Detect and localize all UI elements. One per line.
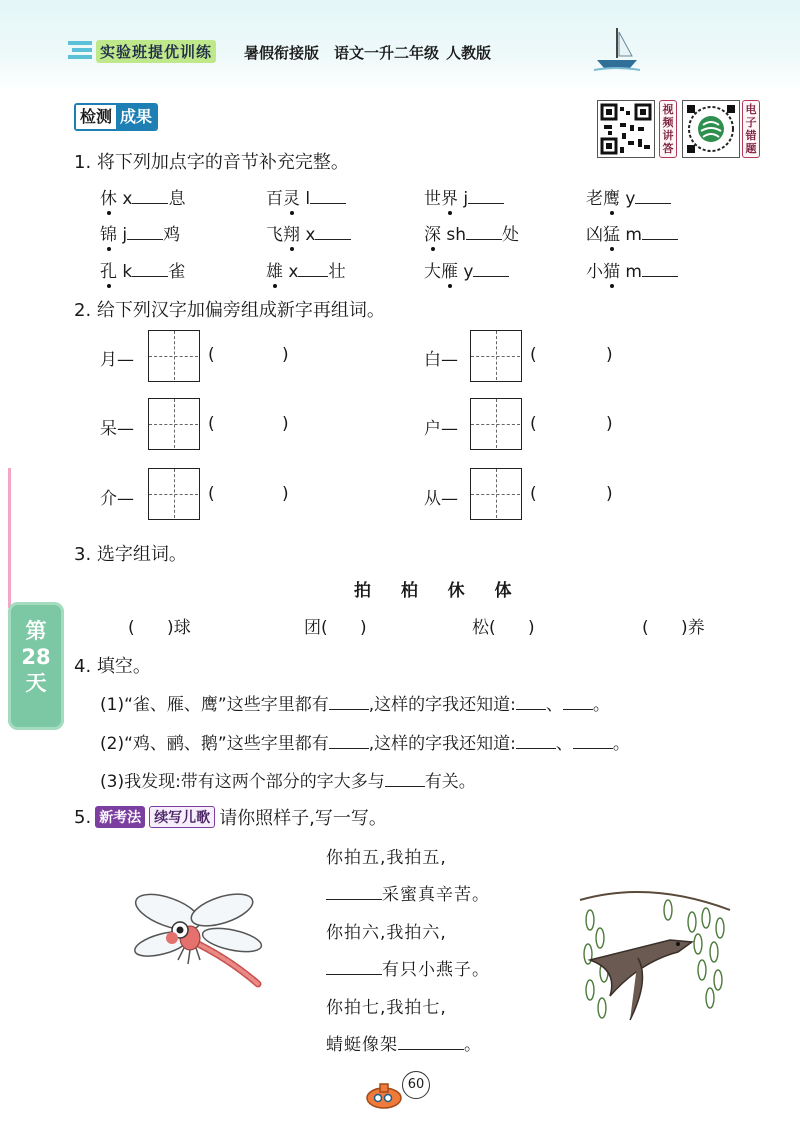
- writing-grid[interactable]: [470, 398, 522, 450]
- q1-item: 百灵 l: [266, 184, 346, 209]
- poem-line: 采蜜真辛苦。: [326, 880, 490, 905]
- section-badge: [74, 103, 158, 131]
- day-label: 第28天: [21, 619, 51, 695]
- poem-line: 你拍七,我拍七,: [326, 998, 447, 1018]
- paren-open: (: [530, 345, 537, 365]
- page-number: 60: [402, 1071, 430, 1099]
- wrongbook-qr-code-icon[interactable]: [682, 100, 740, 158]
- q5-title-row: [74, 804, 387, 830]
- q1-item: 飞翔 x: [266, 220, 351, 245]
- q1-item: 世界 j: [424, 184, 504, 209]
- video-answer-tag: 视 频 讲 答: [659, 100, 677, 158]
- answer-blank[interactable]: [635, 187, 671, 204]
- writing-grid[interactable]: [470, 330, 522, 382]
- paren-close: ): [606, 345, 613, 365]
- answer-blank[interactable]: [642, 260, 678, 277]
- q1-item: 大雁 y: [424, 257, 509, 282]
- answer-blank[interactable]: [315, 223, 351, 240]
- answer-blank[interactable]: [473, 260, 509, 277]
- writing-grid[interactable]: [148, 330, 200, 382]
- q1-item: 雄 x 壮: [266, 257, 345, 282]
- paren-open: (: [530, 414, 537, 434]
- swallow-on-willow-icon: [560, 880, 740, 1030]
- answer-blank[interactable]: [642, 223, 678, 240]
- q2-char: 从—: [424, 489, 458, 509]
- paren-open: (: [208, 345, 215, 365]
- answer-blank[interactable]: [563, 693, 593, 710]
- section-badge-right: 成果: [116, 105, 156, 129]
- answer-blank[interactable]: [127, 223, 163, 240]
- answer-blank[interactable]: [298, 260, 328, 277]
- answer-blank[interactable]: [329, 732, 369, 749]
- side-accent-line: [8, 468, 11, 608]
- q4-line-3: (3)我发现:带有这两个部分的字大多与 有关。: [100, 772, 476, 792]
- poem-line: 你拍六,我拍六,: [326, 923, 447, 943]
- publisher-label: 人教版: [446, 44, 492, 62]
- q5-number: 5.: [74, 806, 92, 828]
- answer-blank[interactable]: [326, 883, 382, 900]
- paren-close: ): [606, 414, 613, 434]
- q4-title: 4. 填空。: [74, 656, 151, 677]
- new-method-chip: 新考法: [95, 806, 145, 828]
- paren-close: ): [282, 414, 289, 434]
- q3-item[interactable]: ( )球: [128, 618, 191, 638]
- q1-title: 1. 将下列加点字的音节补充完整。: [74, 152, 349, 173]
- paren-close: ): [282, 345, 289, 365]
- q1-item: 老鹰 y: [586, 184, 671, 209]
- section-badge-left: 检测: [76, 105, 116, 129]
- q4-line-1: (1)“雀、雁、鹰”这些字里都有 ,这样的字我还知道: 、 。: [100, 695, 610, 715]
- answer-blank[interactable]: [398, 1033, 464, 1050]
- q2-char: 呆—: [100, 419, 134, 439]
- q1-item: 休 x 息: [100, 184, 185, 209]
- answer-blank[interactable]: [468, 187, 504, 204]
- q2-title: 2. 给下列汉字加偏旁组成新字再组词。: [74, 300, 385, 321]
- poem-line: 有只小燕子。: [326, 955, 490, 980]
- series-name: 实验班提优训练: [96, 40, 216, 63]
- answer-blank[interactable]: [310, 187, 346, 204]
- continue-song-chip: 续写儿歌: [149, 806, 215, 828]
- paren-open: (: [530, 484, 537, 504]
- answer-blank[interactable]: [516, 732, 556, 749]
- q1-item: 孔 k 雀: [100, 257, 185, 282]
- q3-choices: 拍 柏 休 体: [354, 581, 518, 601]
- q3-item[interactable]: 松( ): [472, 618, 535, 638]
- writing-grid[interactable]: [470, 468, 522, 520]
- sailboat-icon: [592, 24, 642, 74]
- q2-char: 月—: [100, 350, 134, 370]
- poem-line: 蜻蜓像架 。: [326, 1035, 482, 1055]
- submarine-icon: [364, 1072, 404, 1112]
- answer-blank[interactable]: [516, 693, 546, 710]
- writing-grid[interactable]: [148, 468, 200, 520]
- answer-blank[interactable]: [329, 693, 369, 710]
- q2-char: 介—: [100, 489, 134, 509]
- writing-grid[interactable]: [148, 398, 200, 450]
- answer-blank[interactable]: [326, 958, 382, 975]
- series-logo-icon: [68, 40, 94, 60]
- answer-blank[interactable]: [466, 223, 502, 240]
- q2-char: 白—: [424, 350, 458, 370]
- subject-grade-label: 语文一升二年级: [334, 44, 440, 62]
- q3-item[interactable]: 团( ): [304, 618, 367, 638]
- q4-line-2: (2)“鸡、鹂、鹅”这些字里都有 ,这样的字我还知道: 、 。: [100, 734, 630, 754]
- video-qr-code-icon[interactable]: [597, 100, 655, 158]
- q2-char: 户—: [424, 419, 458, 439]
- poem-line: 你拍五,我拍五,: [326, 848, 447, 868]
- paren-open: (: [208, 414, 215, 434]
- answer-blank[interactable]: [132, 260, 168, 277]
- wrongbook-tag: 电 子 错 题: [742, 100, 760, 158]
- paren-close: ): [606, 484, 613, 504]
- answer-blank[interactable]: [132, 187, 168, 204]
- edition-label: 暑假衔接版: [244, 44, 320, 62]
- q1-item: 凶猛 m: [586, 220, 678, 245]
- paren-close: ): [282, 484, 289, 504]
- paren-open: (: [208, 484, 215, 504]
- q1-item: 锦 j 鸡: [100, 220, 180, 245]
- q1-item: 小猫 m: [586, 257, 678, 282]
- q1-item: 深 sh 处: [424, 220, 519, 245]
- q3-item[interactable]: ( )养: [642, 618, 705, 638]
- dragonfly-icon: [128, 888, 268, 992]
- q5-title: 请你照样子,写一写。: [219, 808, 387, 829]
- answer-blank[interactable]: [385, 770, 425, 787]
- q3-title: 3. 选字组词。: [74, 544, 187, 565]
- answer-blank[interactable]: [573, 732, 613, 749]
